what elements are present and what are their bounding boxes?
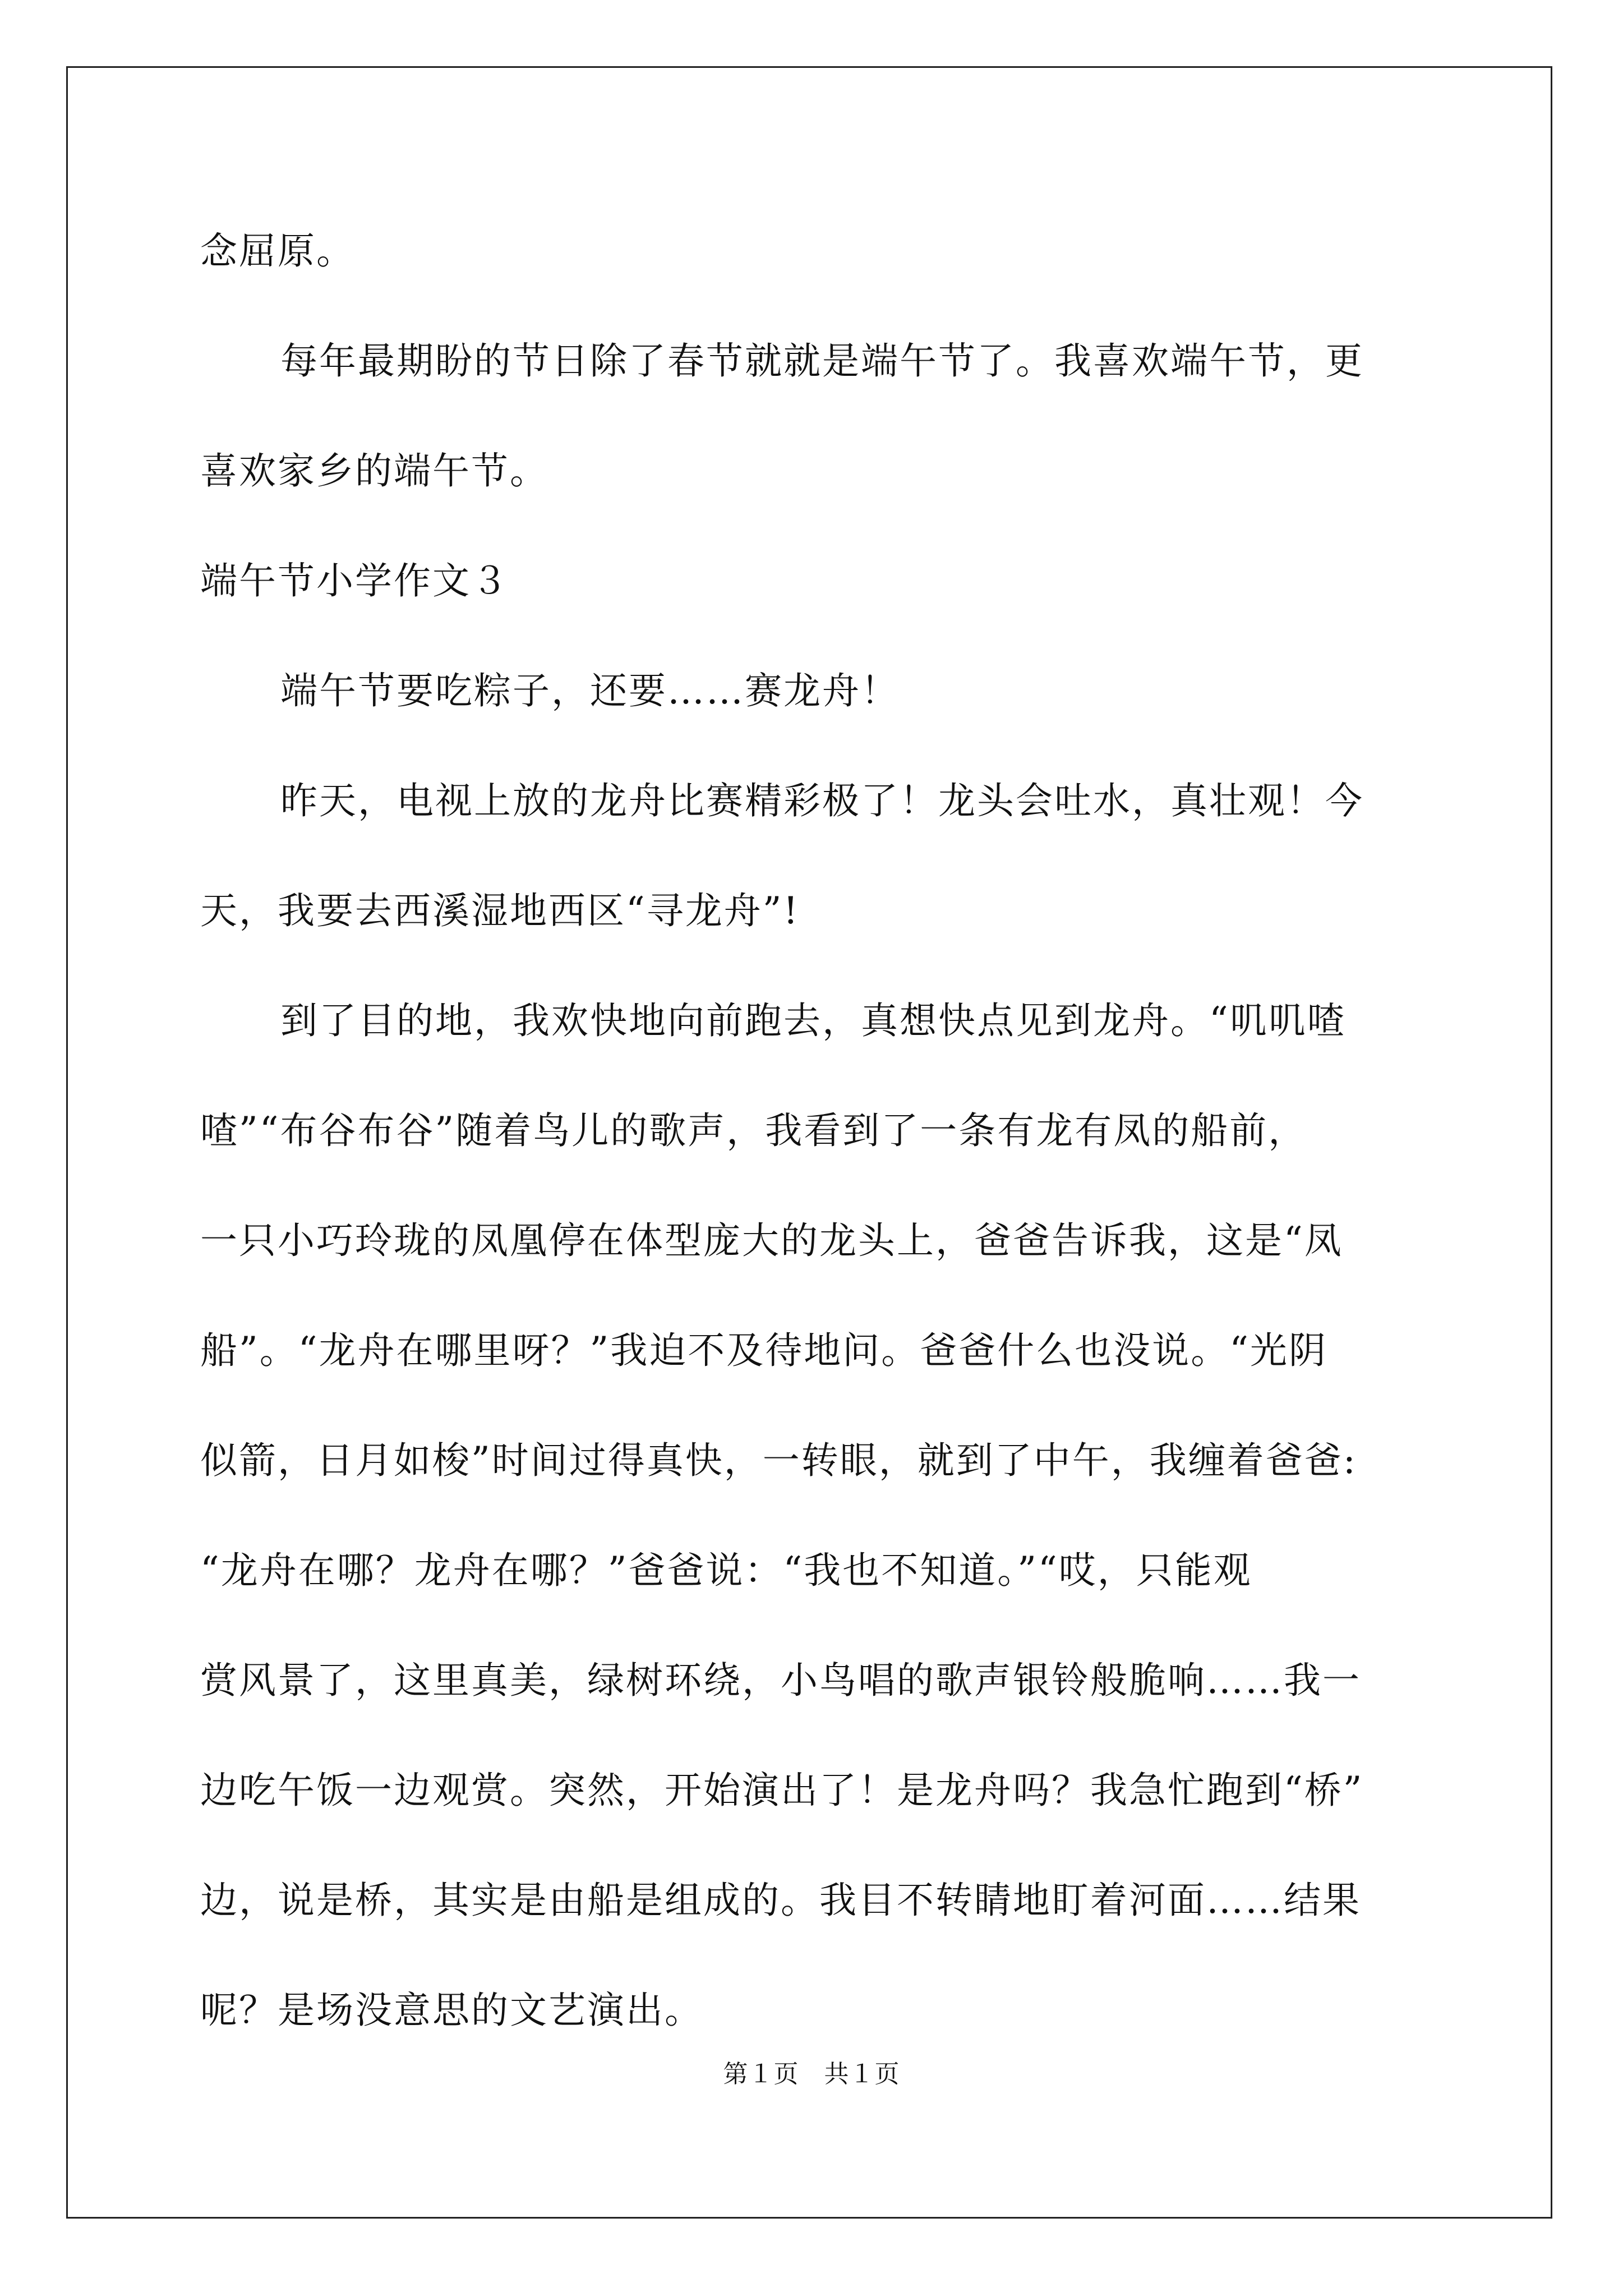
paragraph-3: [200, 636, 1434, 746]
document-body: [200, 196, 1434, 2065]
text-line: 到了目的地，我欢快地向前跑去，真想快点见到龙舟。“叽叽喳: [280, 999, 1346, 1042]
paragraph-1: [200, 196, 1434, 306]
text-line: 昨天，电视上放的龙舟比赛精彩极了！龙头会吐水，真壮观！今: [280, 779, 1364, 822]
text-line: 赏风景了，这里真美，绿树环绕，小鸟唱的歌声银铃般脆响……我一: [200, 1659, 1361, 1702]
paragraph-4: [200, 746, 1434, 966]
text-line: 念屈原。: [200, 229, 355, 273]
text-line: 每年最期盼的节日除了春节就就是端午节了。我喜欢端午节，更: [280, 339, 1364, 383]
page-number: 第１页 共１页: [723, 2060, 900, 2088]
text-line: 喜欢家乡的端午节。: [200, 449, 548, 493]
page-footer: [0, 2058, 1623, 2091]
text-line: 船”。“龙舟在哪里呀？”我迫不及待地问。爸爸什么也没说。“光阴: [200, 1329, 1327, 1372]
text-line: 端午节要吃粽子，还要……赛龙舟！: [280, 669, 900, 712]
text-line: “龙舟在哪？龙舟在哪？”爸爸说：“我也不知道。”“哎，只能观: [200, 1549, 1252, 1592]
text-line: 一只小巧玲珑的凤凰停在体型庞大的龙头上，爸爸告诉我，这是“凤: [200, 1219, 1343, 1262]
text-line: 呢？是场没意思的文艺演出。: [200, 1989, 703, 2032]
heading-text: 端午节小学作文３: [200, 559, 510, 602]
text-line: 边吃午饭一边观赏。突然，开始演出了！是龙舟吗？我急忙跑到“桥”: [200, 1769, 1364, 1812]
text-line: 似箭，日月如梭”时间过得真快，一转眼，就到了中午，我缠着爸爸:: [200, 1439, 1357, 1482]
paragraph-5: [200, 966, 1434, 2065]
paragraph-2: [200, 306, 1434, 526]
text-line: 喳”“布谷布谷”随着鸟儿的歌声，我看到了一条有龙有凤的船前，: [200, 1109, 1307, 1152]
text-line: 边，说是桥，其实是由船是组成的。我目不转睛地盯着河面……结果: [200, 1879, 1361, 1922]
text-line: 天，我要去西溪湿地西区“寻龙舟”!: [200, 889, 800, 932]
section-heading: [200, 526, 1434, 636]
